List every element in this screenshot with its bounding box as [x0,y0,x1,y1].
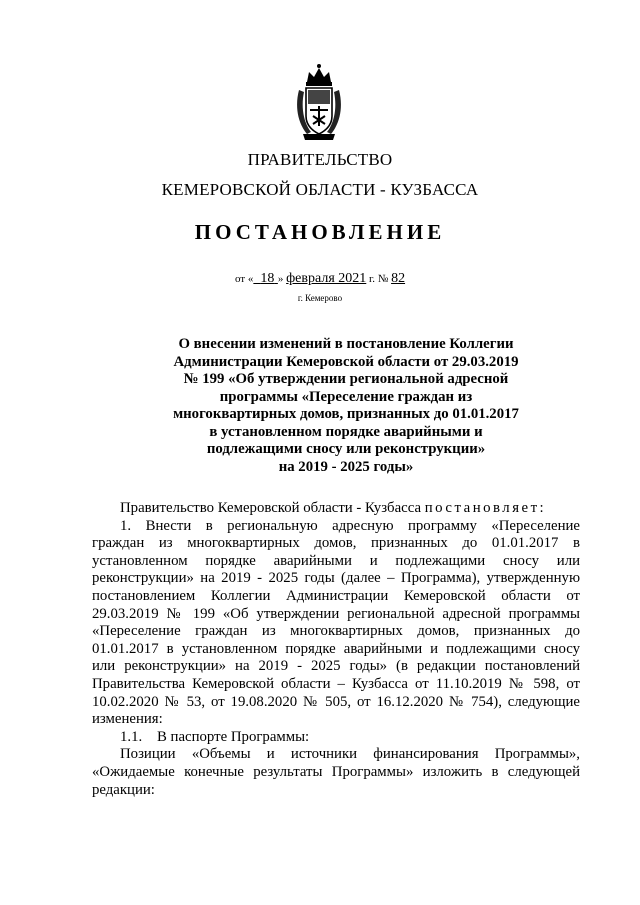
title-line: подлежащими сносу или реконструкции» [206,441,486,457]
body-line: изменения: [92,711,163,728]
date-mid: » [277,273,284,285]
body-line: реконструкции» на 2019 - 2025 годы (далее – Программа), утвержденную [92,570,580,587]
body-line: «Ожидаемые конечные результаты Программы» изложить в следующей [92,763,580,780]
date-day: 18 [260,271,275,286]
body-line: 01.01.2017 в установленном порядке аварийными и подлежащими сносу [92,640,580,657]
body-line: 1. Внести в региональную адресную программу «Переселение [120,517,580,534]
body-line: установленном порядке аварийными и подлежащими сносу или [92,552,580,569]
body-line: «Переселение граждан из многоквартирных домов, признанных до [92,623,580,640]
document-type-heading: ПОСТАНОВЛЕНИЕ [194,220,446,244]
document-title [140,336,552,476]
title-line: программы «Переселение граждан из [219,388,473,405]
title-line: многоквартирных домов, признанных до 01.01.2017 [173,406,519,422]
number-label: № [377,273,389,285]
body-line: Правительства Кемеровской области – Кузбасса от 11.10.2019 № 598, от [92,675,580,692]
title-line: на 2019 - 2025 годы» [278,458,414,475]
item-1-1: 1.1. В паспорте Программы: [120,728,310,745]
document-number: 82 [391,271,406,286]
body-line: постановлением Коллегии Администрации Кемеровской области от [92,587,580,604]
body-line: граждан из многоквартирных домов, признанных до 01.01.2017 в [92,535,580,552]
title-line: Администрации Кемеровской области от 29.03.2019 [173,353,519,370]
date-prefix: от « [234,273,254,285]
date-year-suffix: г. [369,273,376,285]
document-dateline [0,271,640,287]
title-line: № 199 «Об утверждении региональной адресной [183,371,509,387]
body-line: или реконструкции» на 2019 - 2025 годы» (в редакции постановлений [92,658,580,675]
document-city: г. Кемерово [297,293,343,303]
body-line: 29.03.2019 № 199 «Об утверждении региональной адресной программы [92,605,580,622]
date-month-year: февраля 2021 [286,271,367,286]
body-line: редакции: [92,781,155,798]
preamble: Правительство Кемеровской области - Кузбасса постановляет: [120,500,547,516]
government-title-line1: ПРАВИТЕЛЬСТВО [247,150,393,169]
body-line: Позиции «Объемы и источники финансирования Программы», [120,746,580,763]
title-line: в установленном порядке аварийными и [209,423,483,440]
document-body [92,500,580,799]
body-line: 10.02.2020 № 53, от 19.08.2020 № 505, от 16.12.2020 № 754), следующие [92,693,580,710]
government-title-line2: КЕМЕРОВСКОЙ ОБЛАСТИ - КУЗБАССА [161,180,479,199]
title-line: О внесении изменений в постановление Коллегии [178,336,514,352]
coat-of-arms-icon [293,60,345,143]
